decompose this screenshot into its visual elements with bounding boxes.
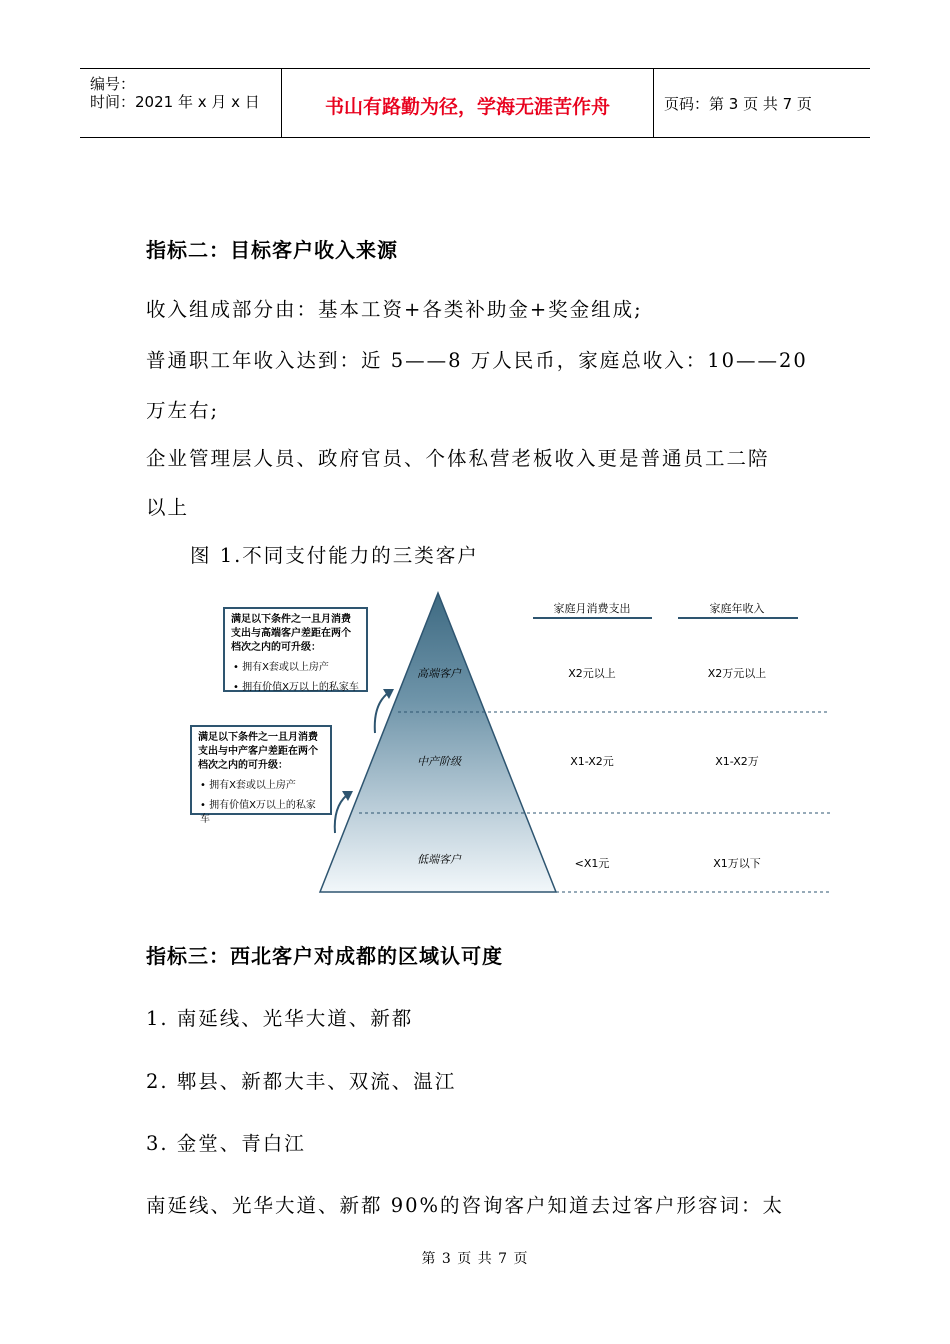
- upgrade-note-mid: [190, 725, 332, 825]
- note-text: 满足以下条件之一且月消费支出与中产客户差距在两个档次之内的可升级：: [198, 732, 318, 771]
- note-text: 满足以下条件之一且月消费支出与高端客户差距在两个档次之内的可升级：: [231, 614, 351, 653]
- upgrade-note-high: [223, 607, 368, 692]
- customer-pyramid-figure: [185, 585, 835, 905]
- note-bullet: • 拥有X套或以上房产: [233, 662, 329, 673]
- column-header-annual: 家庭年收入: [709, 602, 765, 615]
- note-bullet: • 拥有价值X万以上的私家车: [200, 800, 316, 825]
- annual-value: X1万以下: [713, 857, 761, 870]
- note-bullet: • 拥有价值X万以上的私家车: [233, 682, 359, 693]
- header-meta: [80, 69, 282, 137]
- region-item: 2. 郫县、新都大丰、双流、温江: [146, 1070, 457, 1093]
- page-header: [80, 68, 870, 138]
- monthly-value: X2元以上: [568, 667, 616, 680]
- section2-line: 收入组成部分由：基本工资+各类补助金+奖金组成;: [146, 298, 643, 321]
- section3-heading: 指标三：西北客户对成都的区域认可度: [146, 944, 503, 968]
- header-motto: 书山有路勤为径，学海无涯苦作舟: [324, 96, 610, 118]
- monthly-value: X1-X2元: [570, 755, 614, 768]
- header-motto-cell: [282, 69, 654, 137]
- annual-value: X1-X2万: [715, 755, 759, 768]
- region-item: 1. 南延线、光华大道、新都: [146, 1007, 414, 1030]
- page-footer: 第 3 页 共 7 页: [421, 1251, 529, 1267]
- section2-line: 以上: [146, 496, 190, 519]
- tier-label-high: 高端客户: [417, 667, 461, 680]
- region-item: 3. 金堂、青白江: [146, 1132, 306, 1155]
- doc-number: 编号：: [90, 75, 136, 93]
- header-page-info: 页码：第 3 页 共 7 页: [664, 95, 812, 113]
- annual-value: X2万元以上: [707, 667, 767, 680]
- section2-heading: 指标二：目标客户收入来源: [146, 238, 398, 262]
- section2-line: 企业管理层人员、政府官员、个体私营老板收入更是普通员工二陪: [146, 447, 770, 470]
- figure-title: 图 1.不同支付能力的三类客户: [190, 544, 479, 567]
- doc-date: 时间：2021 年 x 月 x 日: [90, 93, 260, 111]
- section3-line: 南延线、光华大道、新都 90%的咨询客户知道去过客户形容词：太: [146, 1194, 785, 1217]
- note-bullet: • 拥有X套或以上房产: [200, 780, 296, 791]
- section2-line: 万左右;: [146, 399, 220, 422]
- section2-line: 普通职工年收入达到：近 5——8 万人民币，家庭总收入：10——20: [146, 349, 808, 372]
- header-page-cell: [654, 69, 870, 137]
- column-header-monthly: 家庭月消费支出: [553, 602, 631, 615]
- monthly-value: <X1元: [574, 857, 610, 870]
- tier-label-low: 低端客户: [417, 853, 461, 866]
- tier-label-mid: 中产阶级: [417, 755, 461, 768]
